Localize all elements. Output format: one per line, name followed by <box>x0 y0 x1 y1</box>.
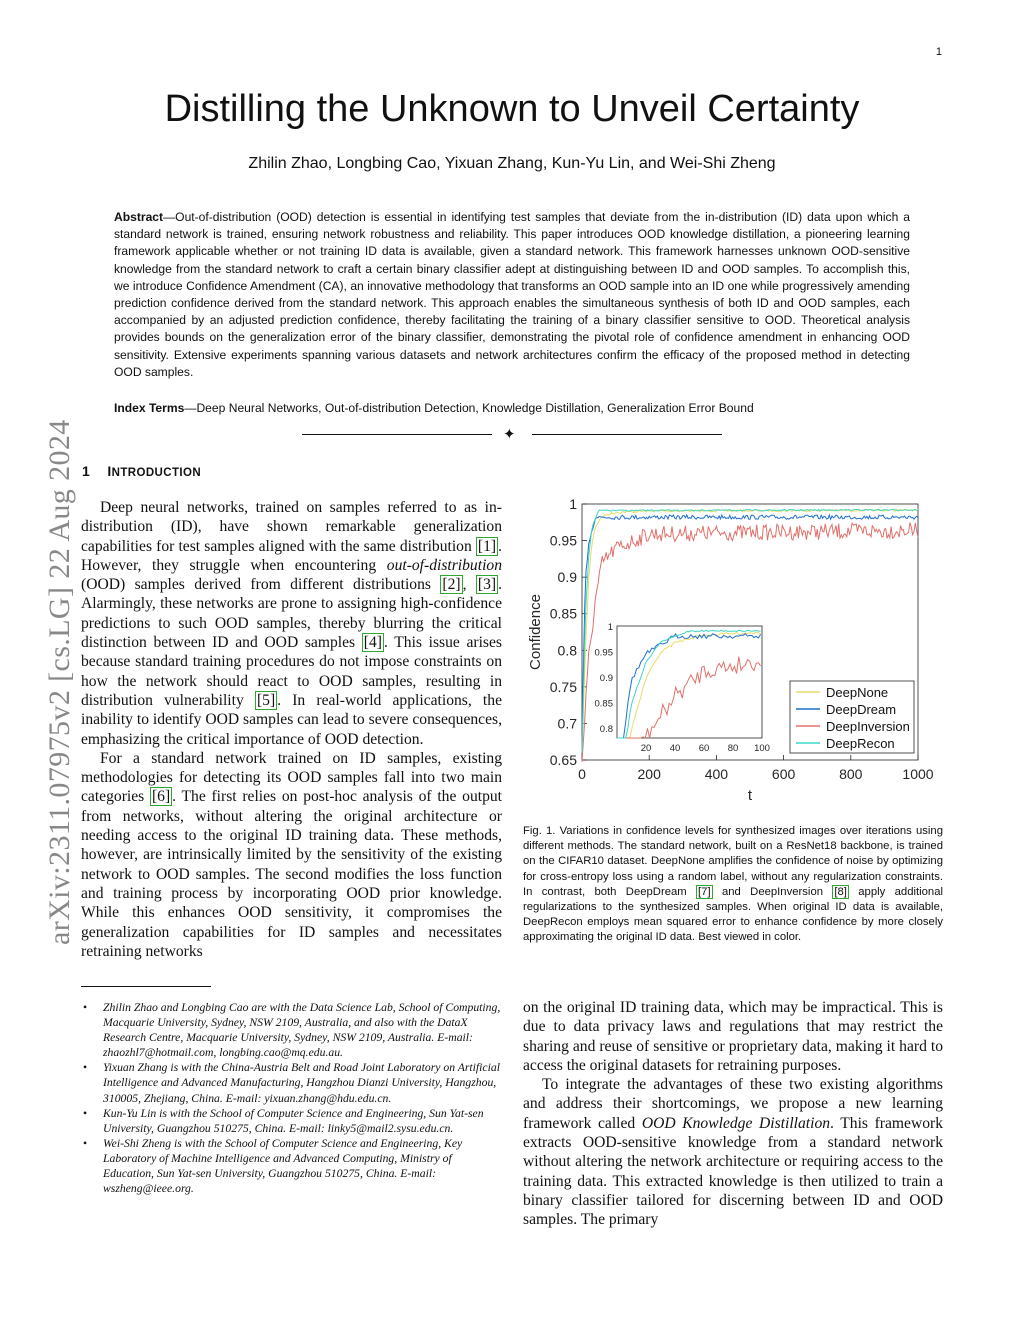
text-run: Deep neural networks, trained on samples referred to as in-distribution (ID), have shown remarkable generalization capabilities for test samples aligned with the same distribution <box>81 499 502 555</box>
y-axis-label: Confidence <box>527 594 544 670</box>
page-number: 1 <box>935 46 942 58</box>
abstract-text: —Out-of-distribution (OOD) detection is essential in identifying test samples that deviate from the in-distribution (ID) data upon which a standard network is trained, ensuring network robustness and reliability. This paper introduces OOD knowledge distillation, a pioneering learning framework applicable whether or not training ID data is available, given a standard network. This framework harnesses unknown OOD-sensitive knowledge from the standard network to craft a certain binary classifier adept at distinguishing between ID and OOD samples. To accomplish this, we introduce Confidence Amendment (CA), an innovative methodology that transforms an OOD sample into an ID one while progressively amending prediction confidence derived from the standard network. This approach enables the simultaneous synthesis of both ID and OOD samples, each accompanied by an adjusted prediction confidence, thereby facilitating the training of a binary classifier sensitive to OOD. Theoretical analysis provides bounds on the generalization error of the binary classifier, demonstrating the pivotal role of confidence amendment in enhancing OOD sensitivity. Extensive experiments spanning various datasets and network architectures confirm the efficacy of the proposed method in detecting OOD samples. <box>114 210 910 379</box>
y-tick-label: 0.65 <box>549 752 577 768</box>
inset-y-tick-label: 1 <box>607 622 613 633</box>
divider-line-right <box>532 434 722 435</box>
inset-y-tick-label: 0.85 <box>594 698 613 710</box>
legend-label: DeepDream <box>826 702 897 717</box>
footnote-text: Wei-Shi Zheng is with the School of Computer Science and Engineering, Key Laboratory of Machine Intelligence and Advanced Computing, Ministry of Education, Sun Yat-sen University, Guangzhou 510275, China. E-mail: wszheng@ieee.org. <box>103 1136 463 1196</box>
text-run: For a standard network trained on ID samples, existing methodologies for detecting its OOD samples fall into two main categories <box>81 749 502 806</box>
arxiv-stamp-text: arXiv:2311.07975v2 [cs.LG] 22 Aug 2024 <box>43 419 76 945</box>
paragraph <box>523 1075 943 1229</box>
x-tick-label: 400 <box>704 766 729 782</box>
inset-x-tick-label: 100 <box>754 743 770 754</box>
text-run: Fig. 1. Variations in confidence levels for synthesized images over iterations using different methods. The standard network, built on a ResNet18 backbone, is trained on the CIFAR10 dataset. DeepNone amplifies the confidence of noise by optimizing for cross-entropy loss using a random label, without any regularization constraints. In contrast, both DeepDream <box>523 825 943 898</box>
text-run: To integrate the advantages of these two existing algorithms and address their shortcomings, we propose a new learning framework called <box>523 1076 943 1132</box>
abstract-label: Abstract <box>114 210 164 224</box>
body-column-left <box>81 498 502 961</box>
citation-link[interactable]: [4] <box>363 634 382 652</box>
citation-link[interactable]: [8] <box>834 885 847 898</box>
text-run: . Alarmingly, these networks are prone to assigning high-confidence predictions to such OOD samples, thereby blurring the critical distinction between ID and OOD samples <box>81 576 502 652</box>
bullet-icon: • <box>83 1001 88 1014</box>
bullet-icon: • <box>83 1136 88 1150</box>
arxiv-stamp <box>18 350 76 945</box>
inset-y-tick-label: 0.9 <box>599 672 613 684</box>
inset-x-tick-label: 40 <box>669 743 681 754</box>
y-tick-label: 0.75 <box>549 678 577 695</box>
figure-caption <box>523 824 943 946</box>
citation-link[interactable]: [3] <box>477 576 497 594</box>
author-list: Zhilin Zhao, Longbing Cao, Yixuan Zhang, Kun-Yu Lin, and Wei-Shi Zheng <box>248 155 776 172</box>
x-tick-label: 600 <box>771 766 796 782</box>
paragraph <box>81 749 502 961</box>
text-run: . However, they struggle when encountering <box>81 537 502 574</box>
legend-label: DeepInversion <box>826 719 910 734</box>
citation-link[interactable]: [1] <box>477 537 497 555</box>
bullet-icon: • <box>83 1061 88 1075</box>
y-tick-label: 0.8 <box>557 642 577 659</box>
footnote <box>81 1136 502 1196</box>
index-terms <box>114 401 754 415</box>
bullet-icon: • <box>83 1106 88 1120</box>
x-tick-label: 800 <box>839 766 863 782</box>
paragraph <box>81 498 502 749</box>
emphasis: out-of-distribution <box>386 556 502 574</box>
y-tick-label: 1 <box>569 496 577 512</box>
section-divider <box>302 427 722 443</box>
inset-y-tick-label: 0.8 <box>599 723 613 735</box>
paragraph: on the original ID training data, which may be impractical. This is due to data privacy laws and regulations that may restrict the sharing and reuse of sensitive or proprietary data, making it hard to access the original datasets for retraining purposes. <box>523 999 943 1074</box>
confidence-chart <box>520 490 950 810</box>
section-number: 1 <box>82 463 91 479</box>
footnote <box>81 1106 502 1136</box>
citation-link[interactable]: [2] <box>442 576 461 594</box>
body-column-right <box>523 998 943 1230</box>
y-tick-label: 0.85 <box>549 605 577 622</box>
y-tick-label: 0.9 <box>557 569 577 586</box>
footnotes <box>81 1000 502 1196</box>
text-run: . This issue arises because standard training procedures do not impose constraints on how the network should react to OOD samples, resulting in distribution vulnerability <box>81 634 502 709</box>
index-terms-text: —Deep Neural Networks, Out-of-distribution Detection, Knowledge Distillation, Generalization Error Bound <box>184 401 754 415</box>
citation-link[interactable]: [7] <box>698 885 711 898</box>
citation-link[interactable]: [5] <box>256 691 276 709</box>
footnote <box>81 1060 502 1105</box>
text-run: apply additional regularizations to the synthesized samples. When original ID data is available, DeepRecon employs mean squared error to enhance confidence by more closely approximating the original ID data. Best viewed in color. <box>523 885 943 944</box>
citation-link[interactable]: [6] <box>151 788 171 806</box>
inset-x-tick-label: 60 <box>698 743 710 754</box>
paper-title: Distilling the Unknown to Unveil Certainty <box>164 88 860 130</box>
text-run: and DeepInversion <box>712 885 833 898</box>
inset-y-tick-label: 0.95 <box>594 647 613 659</box>
footnote-text: Yixuan Zhang is with the China-Austria Belt and Road Joint Laboratory on Artificial Intelligence and Advanced Manufacturing, Hangzhou Dianzi University, Hangzhou, 310005, Zhejiang, China. E-mail: yixuan.zhang@hdu.edu.cn. <box>103 1061 500 1105</box>
footnote <box>81 1000 502 1060</box>
divider-ornament-icon: ✦ <box>503 427 516 443</box>
text-run: . The first relies on post-hoc analysis of the output from networks, without altering the original architecture or needing access to the original ID training data. These methods, however, are intrinsically limited by the sensitivity of the existing network to OOD samples. The second modifies the loss function and training process by incorporating OOD prior knowledge. While this enhances OOD sensitivity, it compromises the generalization capabilities for ID samples and necessitates retraining networks <box>81 788 502 960</box>
footnote-text: Kun-Yu Lin is with the School of Computer Science and Engineering, Sun Yat-sen University, Guangzhou 510275, China. E-mail: linky5@mail2.sysu.edu.cn. <box>103 1106 484 1135</box>
section-first-letter: I <box>107 463 112 479</box>
y-tick-label: 0.95 <box>549 532 577 549</box>
text-run: , <box>462 576 476 594</box>
inset-x-tick-label: 20 <box>640 743 652 754</box>
index-terms-label: Index Terms <box>114 401 185 415</box>
text-run: . In real-world applications, the inability to identify OOD samples can lead to severe consequences, emphasizing the critical importance of OOD detection. <box>81 691 502 748</box>
section-title-rest: NTRODUCTION <box>111 467 202 479</box>
x-axis-label: t <box>747 787 753 804</box>
legend-label: DeepNone <box>826 685 889 700</box>
footnote-rule <box>81 986 211 987</box>
section-heading <box>82 463 201 479</box>
y-tick-label: 0.7 <box>557 715 577 732</box>
x-tick-label: 0 <box>578 766 586 782</box>
inset-x-tick-label: 80 <box>727 743 739 754</box>
text-run: . This framework extracts OOD-sensitive knowledge from a standard network without altering the network architecture or requiring access to the training data. This extracted knowledge is then utilized to train a binary classifier tailored for discerning between ID and OOD samples. The primary <box>523 1114 943 1229</box>
abstract <box>114 209 910 381</box>
legend-label: DeepRecon <box>826 736 895 751</box>
text-run: (OOD) samples derived from different distributions <box>81 576 441 594</box>
divider-line-left <box>302 434 492 435</box>
emphasis: OOD Knowledge Distillation <box>641 1114 831 1132</box>
x-tick-label: 1000 <box>902 766 934 782</box>
x-tick-label: 200 <box>637 766 661 782</box>
footnote-text: Zhilin Zhao and Longbing Cao are with the Data Science Lab, School of Computing, Macquarie University, Sydney, NSW 2109, Australia, and also with the DataX Research Centre, Macquarie University, Sydney, NSW 2109, Australia. E-mail: zhaozhl7@hotmail.com, longbing.cao@mq.edu.au. <box>103 1001 501 1060</box>
